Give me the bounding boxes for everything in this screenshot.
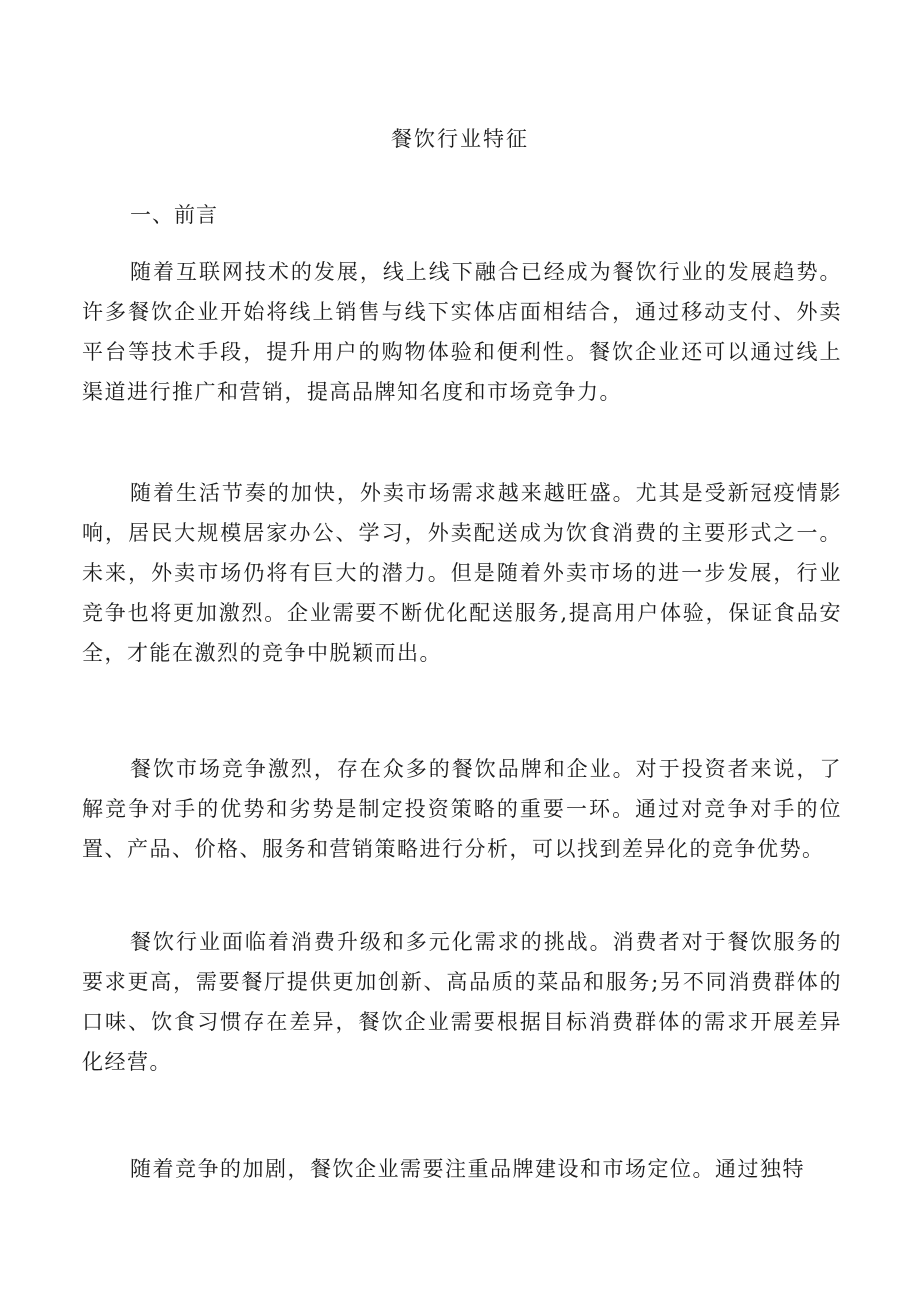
paragraph-delivery-market: 随着生活节奏的加快，外卖市场需求越来越旺盛。尤其是受新冠疫情影响，居民大规模居家办公、学习，外卖配送成为饮食消费的主要形式之一。未来，外卖市场仍将有巨大的潜力。但是随着外卖市场的进一步发展，行业竞争也将更加激烈。企业需要不断优化配送服务,提高用户体验，保证食品安全，才能在激烈的竞争中脱颖而出。 bbox=[82, 481, 842, 665]
paragraph-online-offline: 随着互联网技术的发展，线上线下融合已经成为餐饮行业的发展趋势。许多餐饮企业开始将线上销售与线下实体店面相结合，通过移动支付、外卖平台等技术手段，提升用户的购物体验和便利性。餐饮企业还可以通过线上渠道进行推广和营销，提高品牌知名度和市场竞争力。 bbox=[82, 260, 842, 404]
section-heading: 一、前言 bbox=[130, 203, 218, 227]
document-title: 餐饮行业特征 bbox=[391, 127, 529, 151]
paragraph-consumption-upgrade: 餐饮行业面临着消费升级和多元化需求的挑战。消费者对于餐饮服务的要求更高，需要餐厅提供更加创新、高品质的菜品和服务;另不同消费群体的口味、饮食习惯存在差异，餐饮企业需要根据目标消费群体的需求开展差异化经营。 bbox=[82, 930, 842, 1074]
paragraph-brand-building: 随着竞争的加剧，餐饮企业需要注重品牌建设和市场定位。通过独特 bbox=[130, 1157, 805, 1181]
paragraph-competition: 餐饮市场竞争激烈，存在众多的餐饮品牌和企业。对于投资者来说，了解竞争对手的优势和劣势是制定投资策略的重要一环。通过对竞争对手的位置、产品、价格、服务和营销策略进行分析，可以找到差异化的竞争优势。 bbox=[82, 757, 842, 861]
